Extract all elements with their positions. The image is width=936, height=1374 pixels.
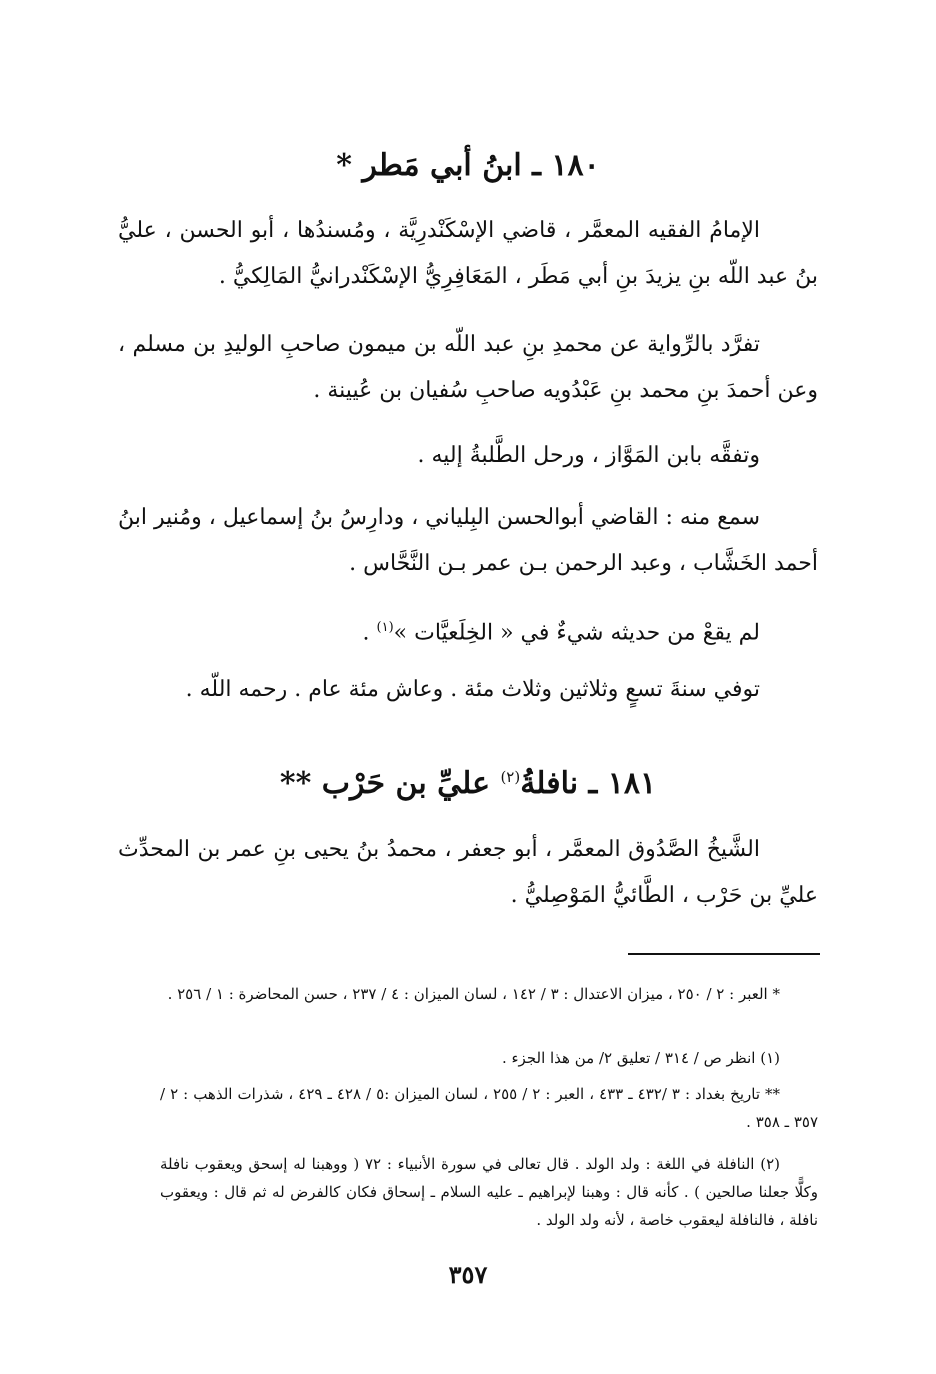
footnote-separator <box>628 953 820 955</box>
entry-181-heading-number: ١٨١ ـ نافلةُ <box>520 766 657 801</box>
entry-180-paragraph-2: تفرَّد بالرِّواية عن محمدِ بنِ عبد اللّه بن ميمون صاحبِ الوليدِ بن مسلم ، وعن أحمدَ بنِ محمد بنِ عَبْدُويه صاحبِ سُفيان بن عُيينة . <box>118 332 818 403</box>
entry-180-heading: ١٨٠ ـ ابنُ أبي مَطر * <box>336 148 600 183</box>
entry-180-paragraph-5 <box>118 605 818 656</box>
footnote-1: (١) انظر ص / ٣١٤ / تعليق ٢/ من هذا الجزء . <box>501 1049 780 1067</box>
entry-181-heading <box>0 766 936 801</box>
entry-180-paragraph-6: توفي سنةَ تسعٍ وثلاثين وثلاث مئة . وعاش مئة عام . رحمه اللّه . <box>185 677 760 702</box>
footnote-entry-181: ** تاريخ بغداد : ٣ /٤٣٢ ـ ٤٣٣ ، العبر : ٢ / ٢٥٥ ، لسان الميزان :٥ / ٤٢٨ ـ ٤٢٩ ، شذرات الذهب : ٢ / ٣٥٧ ـ ٣٥٨ . <box>160 1085 818 1131</box>
entry-180-paragraph-5-text: لم يقعْ من حديثه شيءٌ في « الخِلَعيَّات » <box>393 620 760 646</box>
entry-180-paragraph-1: الإمامُ الفقيه المعمَّر ، قاضي الإسْكَنْدرِيَّة ، ومُسندُها ، أبو الحسن ، عليُّ بنُ عبد اللّه بنِ يزيدَ بنِ أبي مَطَر ، المَعَافِرِيُّ الإسْكَنْدرانيُّ المَالِكيُّ . <box>118 218 818 289</box>
entry-180-paragraph-4: سمع منه : القاضي أبوالحسن البِلياني ، ودارِسُ بنُ إسماعيل ، ومُنير ابنُ أحمد الخَشَّاب ، وعبد الرحمن بـن عمر بـن النَّحَّاس . <box>118 505 818 576</box>
page-number: ٣٥٧ <box>448 1260 488 1289</box>
entry-181-heading-name: عليِّ بن حَرْب ** <box>279 766 490 801</box>
footnote-2: (٢) النافلة في اللغة : ولد الولد . قال تعالى في سورة الأنبياء : ٧٢ ( ووهبنا له إسحق ويعقوب نافلة وكلًّا جعلنا صالحين ) . كأنه قال : وهبنا لإبراهيم ـ عليه السلام ـ إسحاق فكان كالفرض له ثم قال : ويعقوب نافلة ، فالنافلة ليعقوب خاصة ، لأنه ولد الولد . <box>160 1155 818 1229</box>
footnote-entry-180: * العبر : ٢ / ٢٥٠ ، ميزان الاعتدال : ٣ / ١٤٢ ، لسان الميزان : ٤ / ٢٣٧ ، حسن المحاضرة : ١ / ٢٥٦ . <box>167 985 780 1003</box>
footnote-ref-1: (١) <box>376 620 394 635</box>
footnote-ref-2: (٢) <box>500 768 521 786</box>
entry-181-paragraph: الشَّيخُ الصَّدُوق المعمَّر ، أبو جعفر ، محمدُ بنُ يحيى بنِ عمر بن المحدِّث عليِّ بن حَرْب ، الطَّائيُّ المَوْصِليُّ . <box>118 837 818 908</box>
entry-180-paragraph-5-end: . <box>362 620 370 646</box>
entry-180-paragraph-3: وتفقَّه بابن المَوَّاز ، ورحل الطَّلبةُ إليه . <box>417 443 760 468</box>
